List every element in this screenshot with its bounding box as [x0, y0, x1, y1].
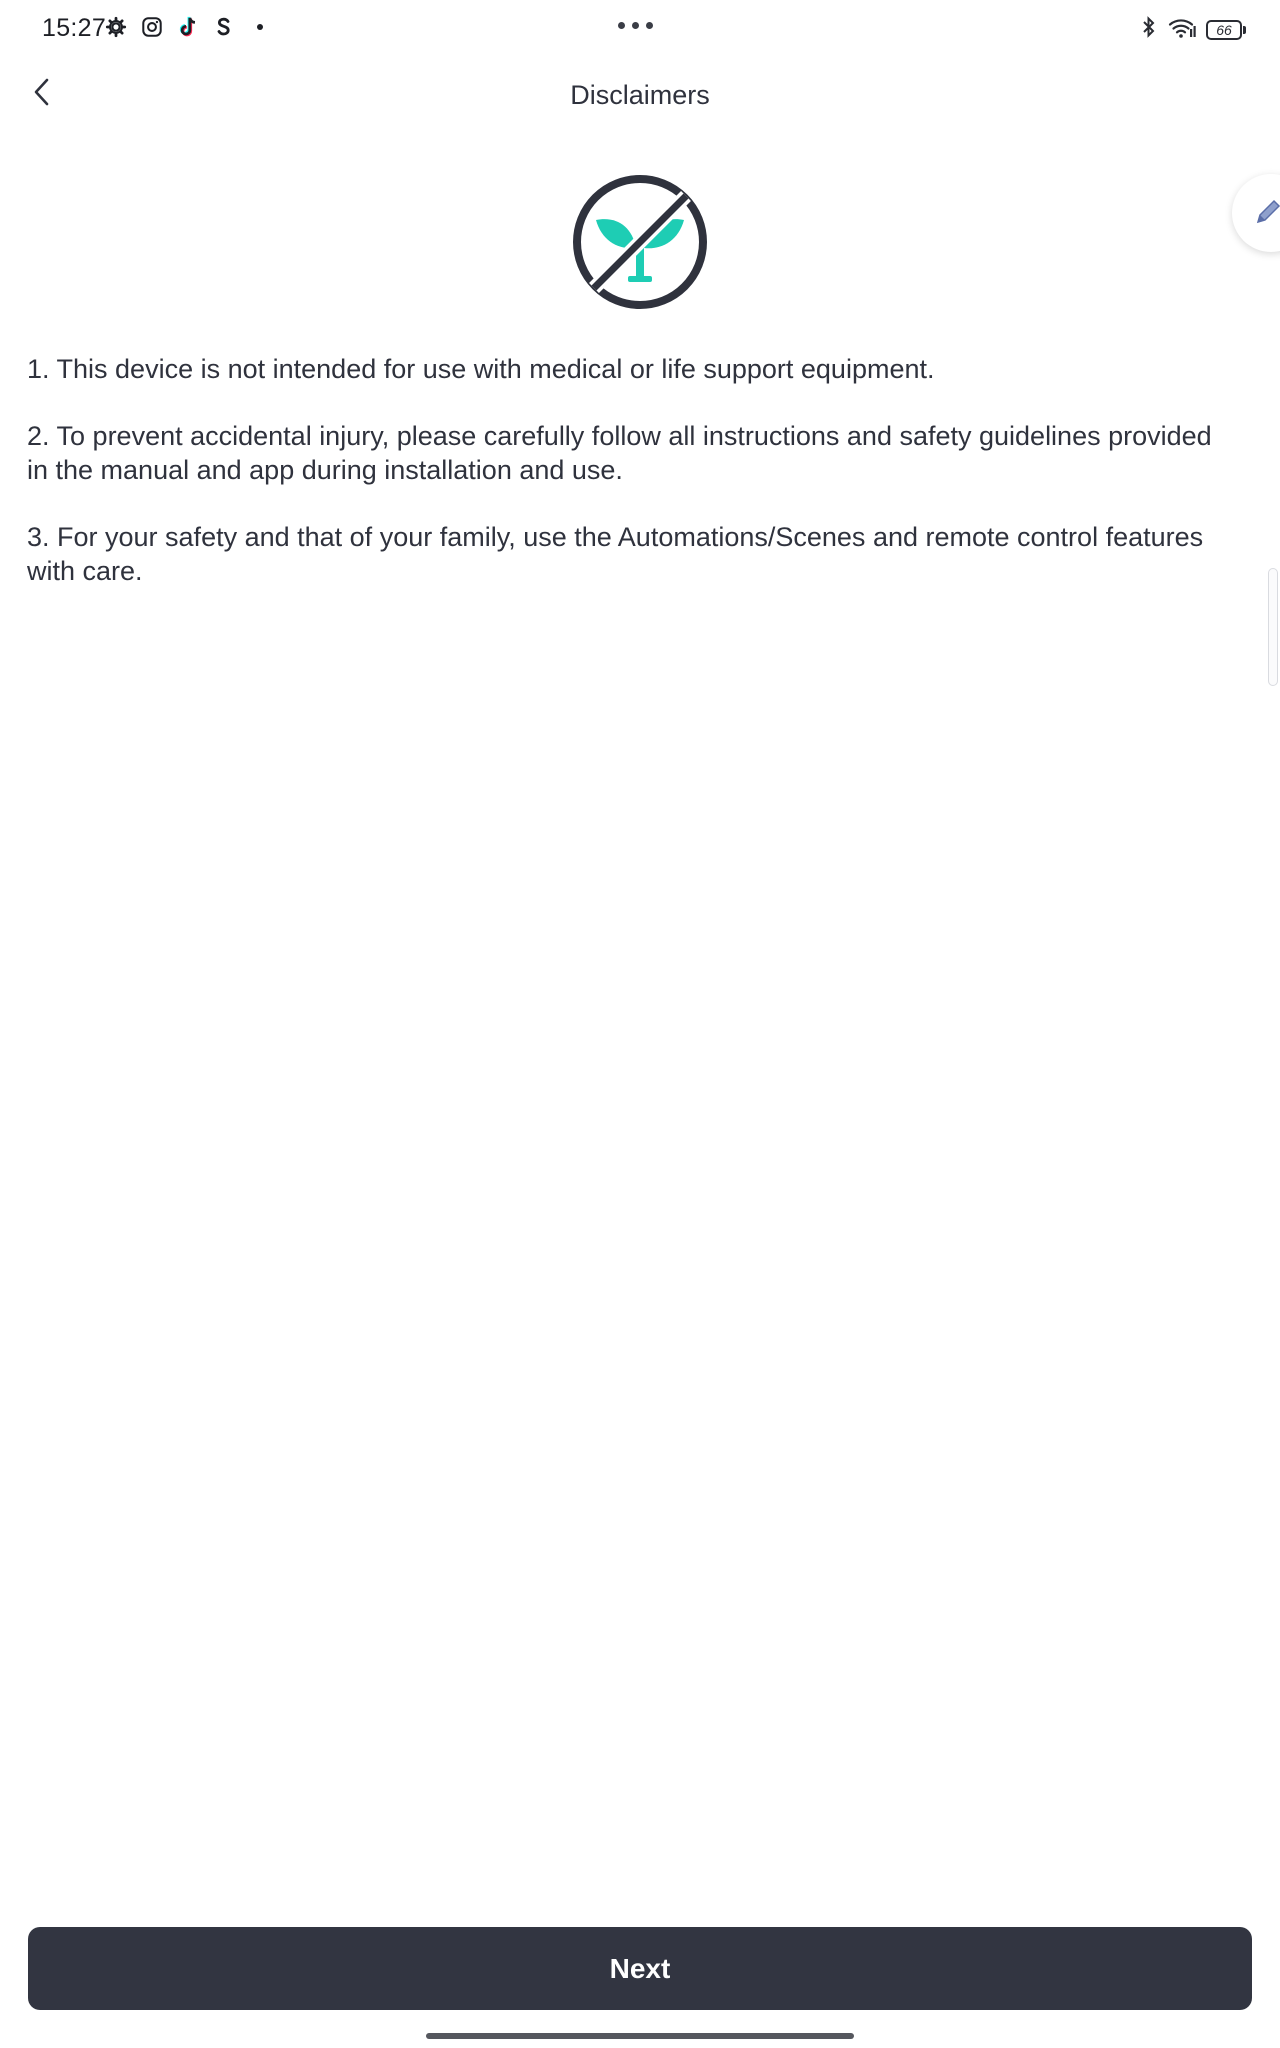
tiktok-icon — [176, 15, 200, 39]
bluetooth-icon — [1140, 15, 1158, 44]
shazam-icon — [212, 15, 236, 39]
dot — [618, 22, 625, 29]
wifi-icon — [1168, 15, 1196, 44]
pencil-icon — [1254, 196, 1280, 231]
more-dots[interactable] — [618, 22, 653, 29]
dot — [646, 22, 653, 29]
next-button[interactable]: Next — [28, 1927, 1252, 2010]
disclaimer-list — [27, 352, 1227, 621]
status-icons-right — [1140, 15, 1242, 44]
gear-icon — [104, 15, 128, 39]
status-icons-left — [104, 15, 272, 39]
no-plant-icon — [570, 172, 710, 312]
home-indicator[interactable] — [426, 2033, 854, 2039]
dot-icon — [248, 15, 272, 39]
header — [0, 58, 1280, 138]
disclaimer-item-1: 1. This device is not intended for use with medical or life support equipment. — [27, 354, 935, 384]
scrollbar[interactable] — [1268, 568, 1278, 686]
dot — [632, 22, 639, 29]
status-time: 15:27 — [42, 14, 107, 42]
status-bar — [0, 0, 1280, 58]
edit-button[interactable] — [1232, 174, 1280, 252]
disclaimer-item-2: 2. To prevent accidental injury, please carefully follow all instructions and safety guidelines provided in the manual and app during installation and use. — [27, 421, 1212, 485]
battery-icon: 66 — [1206, 20, 1242, 40]
page-title: Disclaimers — [570, 80, 710, 110]
disclaimer-item-3: 3. For your safety and that of your family, use the Automations/Scenes and remote control features with care. — [27, 522, 1204, 586]
instagram-icon — [140, 15, 164, 39]
